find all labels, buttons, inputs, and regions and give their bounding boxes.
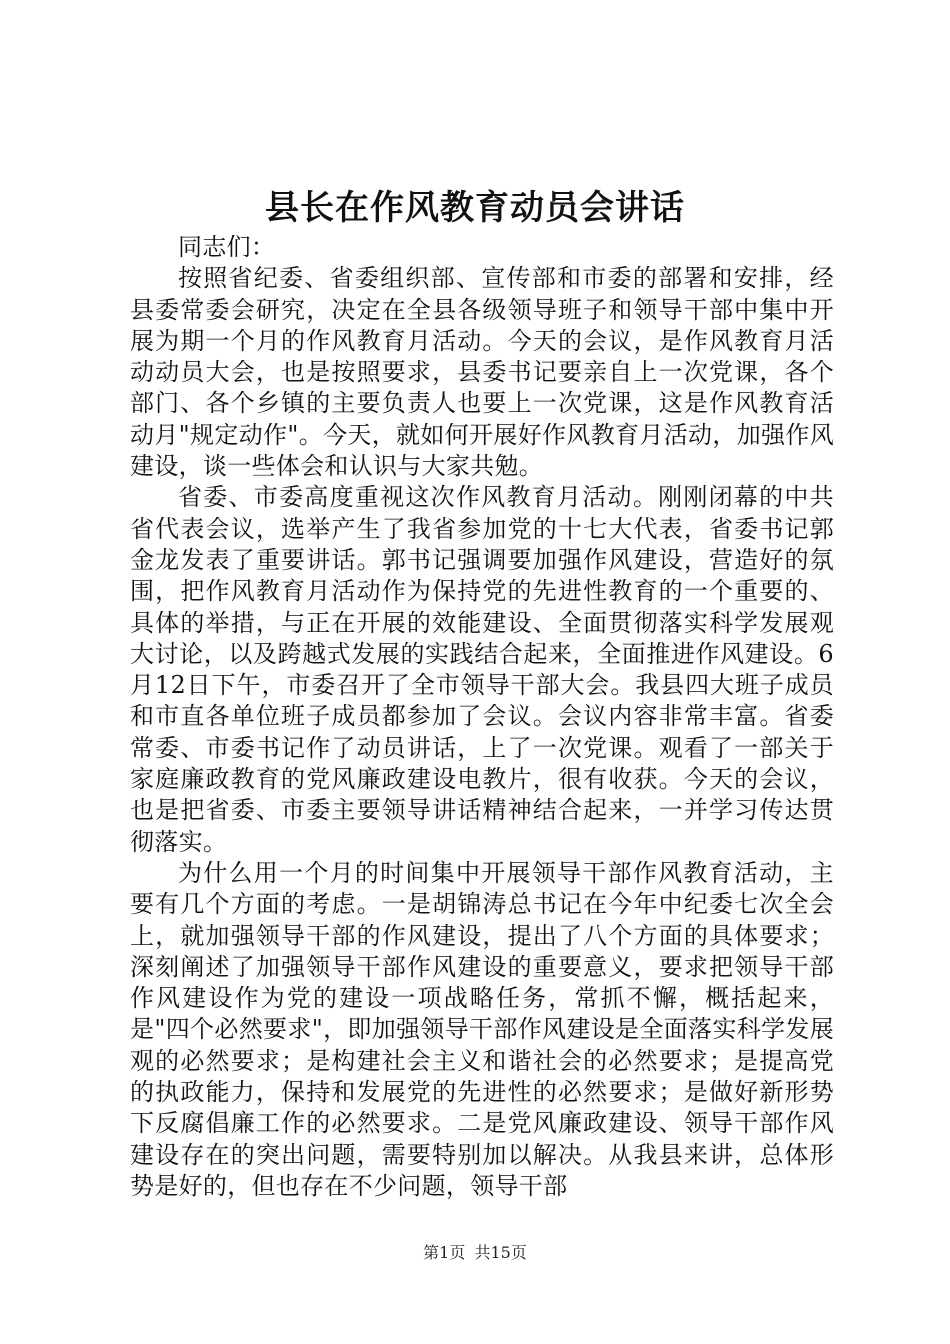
- paragraph-2: 省委、市委高度重视这次作风教育月活动。刚刚闭幕的中共省代表会议，选举产生了我省参加党的十七大代表，省委书记郭金龙发表了重要讲话。郭书记强调要加强作风建设，营造好的氛围，把作风教育月活动作为保持党的先进性教育的一个重要的、具体的举措，与正在开展的效能建设、全面贯彻落实科学发展观大讨论，以及跨越式发展的实践结合起来，全面推进作风建设。6月12日下午，市委召开了全市领导干部大会。我县四大班子成员和市直各单位班子成员都参加了会议。会议内容非常丰富。省委常委、市委书记作了动员讲话，上了一次党课。观看了一部关于家庭廉政教育的党风廉政建设电教片，很有收获。今天的会议，也是把省委、市委主要领导讲话精神结合起来，一并学习传达贯彻落实。: [130, 483, 834, 856]
- page-total: 共15页: [474, 1243, 527, 1262]
- document-title: 县长在作风教育动员会讲话: [265, 188, 685, 228]
- document-body: [130, 232, 834, 1202]
- paragraph-1: 按照省纪委、省委组织部、宣传部和市委的部署和安排，经县委常委会研究，决定在全县各级领导班子和领导干部中集中开展为期一个月的作风教育月活动。今天的会议，是作风教育月活动动员大会，也是按照要求，县委书记要亲自上一次党课，各个部门、各个乡镇的主要负责人也要上一次党课，这是作风教育活动月"规定动作"。今天，就如何开展好作风教育月活动，加强作风建设，谈一些体会和认识与大家共勉。: [130, 264, 834, 481]
- page-footer: [0, 1242, 950, 1264]
- paragraph-3: 为什么用一个月的时间集中开展领导干部作风教育活动，主要有几个方面的考虑。一是胡锦涛总书记在今年中纪委七次全会上，就加强领导干部的作风建设，提出了八个方面的具体要求；深刻阐述了加强领导干部作风建设的重要意义，要求把领导干部作风建设作为党的建设一项战略任务，常抓不懈，概括起来，是"四个必然要求"，即加强领导干部作风建设是全面落实科学发展观的必然要求；是构建社会主义和谐社会的必然要求；是提高党的执政能力，保持和发展党的先进性的必然要求；是做好新形势下反腐倡廉工作的必然要求。二是党风廉政建设、领导干部作风建设存在的突出问题，需要特别加以解决。从我县来讲，总体形势是好的，但也存在不少问题，领导干部: [130, 858, 834, 1200]
- greeting-line: 同志们：: [178, 233, 276, 261]
- page-number: 第1页: [423, 1243, 466, 1262]
